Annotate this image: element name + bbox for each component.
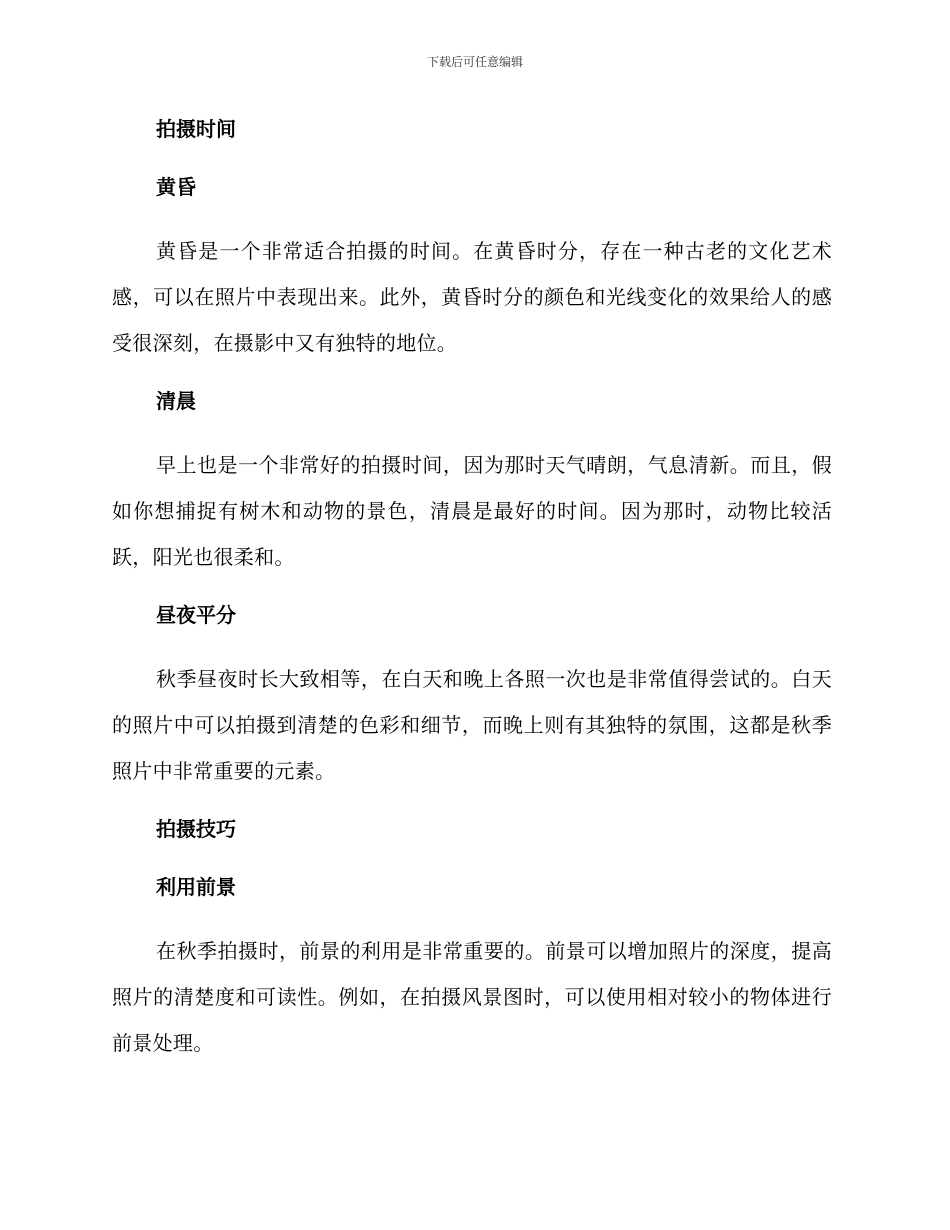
header-note: 下载后可任意编辑 [426, 55, 523, 69]
paragraph-dusk: 黄昏是一个非常适合拍摄的时间。在黄昏时分，存在一种古老的文化艺术感，可以在照片中表现出来。此外，黄昏时分的颜色和光线变化的效果给人的感受很深刻，在摄影中又有独特的地位。 [112, 239, 832, 355]
paragraph-early-morning: 早上也是一个非常好的拍摄时间，因为那时天气晴朗，气息清新。而且，假如你想捕捉有树木和动物的景色，清晨是最好的时间。因为那时，动物比较活跃，阳光也很柔和。 [112, 453, 832, 569]
subheading-use-foreground: 利用前景 [156, 875, 236, 899]
section-heading-shooting-tips: 拍摄技巧 [156, 817, 236, 841]
paragraph-use-foreground: 在秋季拍摄时，前景的利用是非常重要的。前景可以增加照片的深度，提高照片的清楚度和可读性。例如，在拍摄风景图时，可以使用相对较小的物体进行前景处理。 [112, 939, 832, 1055]
document-body [112, 112, 832, 1084]
subheading-equinox: 昼夜平分 [156, 603, 236, 627]
subheading-early-morning: 清晨 [156, 389, 196, 413]
paragraph-equinox: 秋季昼夜时长大致相等，在白天和晚上各照一次也是非常值得尝试的。白天的照片中可以拍摄到清楚的色彩和细节，而晚上则有其独特的氛围，这都是秋季照片中非常重要的元素。 [112, 667, 832, 783]
section-heading-shooting-time: 拍摄时间 [156, 117, 236, 141]
subheading-dusk: 黄昏 [156, 175, 196, 199]
